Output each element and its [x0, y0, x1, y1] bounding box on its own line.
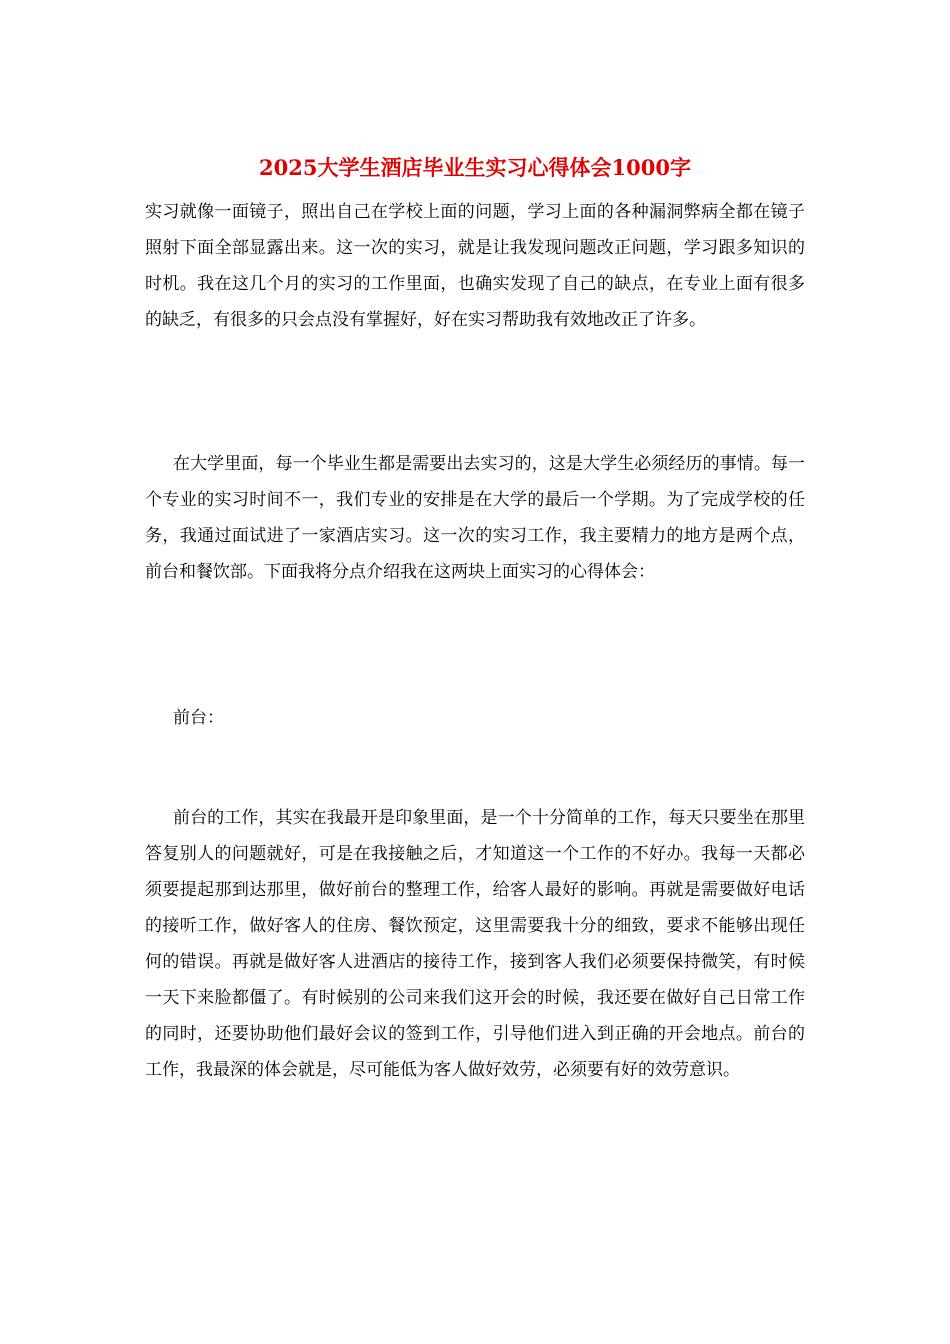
document-title: 2025大学生酒店毕业生实习心得体会1000字 — [259, 155, 691, 180]
paragraph-background: 在大学里面，每一个毕业生都是需要出去实习的，这是大学生必须经历的事情。每一个专业的实习时间不一，我们专业的安排是在大学的最后一个学期。为了完成学校的任务，我通过面试进了一家酒店实习。这一次的实习工作，我主要精力的地方是两个点，前台和餐饮部。下面我将分点介绍我在这两块上面实习的心得体会： — [145, 454, 805, 582]
paragraph-front-desk: 前台的工作，其实在我最开是印象里面，是一个十分简单的工作，每天只要坐在那里答复别人的问题就好，可是在我接触之后，才知道这一个工作的不好办。我每一天都必须要提起那到达那里，做好前台的整理工作，给客人最好的影响。再就是需要做好电话的接听工作，做好客人的住房、餐饮预定，这里需要我十分的细致，要求不能够出现任何的错误。再就是做好客人进酒店的接待工作，接到客人我们必须要保持微笑，有时候一天下来脸都僵了。有时候别的公司来我们这开会的时候，我还要在做好自己日常工作的同时，还要协助他们最好会议的签到工作，引导他们进入到正确的开会地点。前台的工作，我最深的体会就是，尽可能低为客人做好效劳，必须要有好的效劳意识。 — [145, 808, 805, 1080]
section-heading-front-desk: 前台： — [173, 708, 224, 728]
paragraph-intro: 实习就像一面镜子，照出自己在学校上面的问题，学习上面的各种漏洞弊病全都在镜子照射下面全部显露出来。这一次的实习，就是让我发现问题改正问题，学习跟多知识的时机。我在这几个月的实习的工作里面，也确实发现了自己的缺点，在专业上面有很多的缺乏，有很多的只会点没有掌握好，好在实习帮助我有效地改正了许多。 — [145, 202, 805, 330]
